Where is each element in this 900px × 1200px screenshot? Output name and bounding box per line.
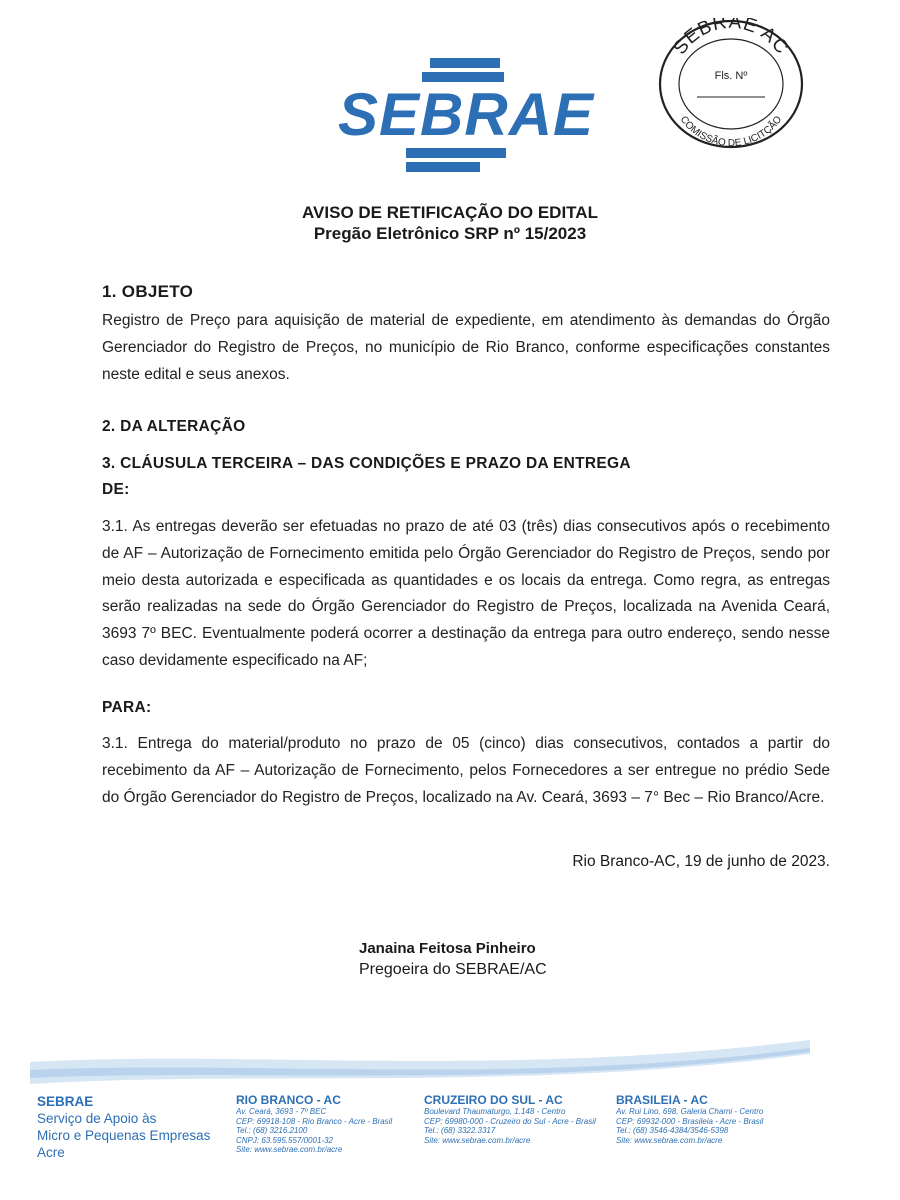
- sebrae-logo: [338, 58, 595, 173]
- objeto-paragraph: Registro de Preço para aquisição de material de expediente, em atendimento às demandas do Órgão Gerenciador do Registro de Preços, no município de Rio Branco, conforme especificações constantes neste edital e seus anexos.: [102, 312, 830, 383]
- office-title: CRUZEIRO DO SUL - AC: [424, 1093, 563, 1107]
- footer-office-rio-branco: [236, 1093, 392, 1155]
- stamp-top-text: SEBRAE AC: [669, 18, 793, 59]
- svg-text:SEBRAE AC: [669, 18, 792, 59]
- objeto-heading: 1. OBJETO: [102, 282, 194, 301]
- footer-wave: [0, 1020, 900, 1090]
- office-line: Av. Ceará, 3693 - 7º BEC: [236, 1107, 327, 1116]
- office-line: Boulevard Thaumaturgo, 1.148 - Centro: [424, 1107, 566, 1116]
- stamp-seal: [657, 18, 805, 150]
- stamp-bottom-text: COMISSÃO DE LICITÇÃO: [677, 114, 785, 150]
- office-line: CEP: 69980-000 - Cruzeiro do Sul - Acre - Brasil: [424, 1116, 596, 1126]
- footer-org-line: Serviço de Apoio às: [37, 1111, 157, 1126]
- clausula-heading: 3. CLÁUSULA TERCEIRA – DAS CONDIÇÕES E PRAZO DA ENTREGA: [102, 455, 631, 472]
- alteracao-heading: 2. DA ALTERAÇÃO: [102, 418, 246, 435]
- office-line: CEP: 69932-000 - Brasileia - Acre - Brasil: [616, 1116, 764, 1126]
- para-paragraph: 3.1. Entrega do material/produto no prazo de 05 (cinco) dias consecutivos, contados a partir do recebimento da AF – Autorização de Fornecimento, pelos Fornecedores a ser entregue no prédio Sede do Órgão Gerenciador do Registro de Preços, localizado na Av. Ceará, 3693 – 7° Bec – Rio Branco/Acre.: [102, 735, 830, 806]
- signatory-name: Janaina Feitosa Pinheiro: [359, 940, 536, 957]
- stamp-middle-text: Fls. Nº: [714, 70, 748, 82]
- footer-office-brasileia: [616, 1093, 763, 1145]
- document-date: Rio Branco-AC, 19 de junho de 2023.: [572, 853, 830, 870]
- logo-wordmark: SEBRAE: [338, 81, 595, 148]
- office-line: Tel.: (68) 3546-4384/3546-5398: [616, 1126, 729, 1136]
- office-line: Tel.: (68) 3216.2100: [236, 1126, 308, 1136]
- notice-subtitle: Pregão Eletrônico SRP nº 15/2023: [313, 224, 587, 243]
- signatory-role: Pregoeira do SEBRAE/AC: [359, 961, 547, 978]
- office-title: RIO BRANCO - AC: [236, 1093, 341, 1107]
- de-paragraph: 3.1. As entregas deverão ser efetuadas no prazo de até 03 (três) dias consecutivos após o recebimento de AF – Autorização de Fornecimento emitida pelo Órgão Gerenciador do Registro de Preços, sendo por meio desta autorizada e especificada as quantidades e os locais da entrega. Como regra, as entregas serão realizadas na sede do Órgão Gerenciador do Registro de Preços, localizada na Avenida Ceará, 3693 7º BEC. Eventualmente poderá ocorrer a destinação da entrega para outro endereço, sendo nesse caso devidamente especificado na AF;: [102, 518, 830, 669]
- office-site: Site: www.sebrae.com.br/acre: [424, 1135, 531, 1145]
- office-site: Site: www.sebrae.com.br/acre: [616, 1135, 723, 1145]
- de-label: DE:: [102, 481, 130, 498]
- office-line: Tel.: (68) 3322.3317: [424, 1126, 496, 1136]
- svg-text:COMISSÃO DE LICITÇÃO: [678, 114, 785, 149]
- footer-org-line: Acre: [37, 1145, 65, 1160]
- para-label: PARA:: [102, 699, 152, 716]
- office-line: Av. Rui Lino, 698, Galeria Charni - Centro: [616, 1107, 764, 1116]
- commission-stamp: [657, 18, 805, 150]
- notice-title: AVISO DE RETIFICAÇÃO DO EDITAL: [302, 203, 598, 222]
- footer-organization: [37, 1093, 210, 1161]
- footer-org-name: SEBRAE: [37, 1094, 94, 1109]
- office-title: BRASILEIA - AC: [616, 1093, 708, 1107]
- office-line: CNPJ: 63.595.557/0001-32: [236, 1135, 333, 1145]
- footer-office-cruzeiro-do-sul: [424, 1093, 596, 1145]
- office-site: Site: www.sebrae.com.br/acre: [236, 1145, 343, 1155]
- footer-org-line: Micro e Pequenas Empresas: [37, 1128, 211, 1143]
- office-line: CEP: 69918-108 - Rio Branco - Acre - Brasil: [236, 1116, 393, 1126]
